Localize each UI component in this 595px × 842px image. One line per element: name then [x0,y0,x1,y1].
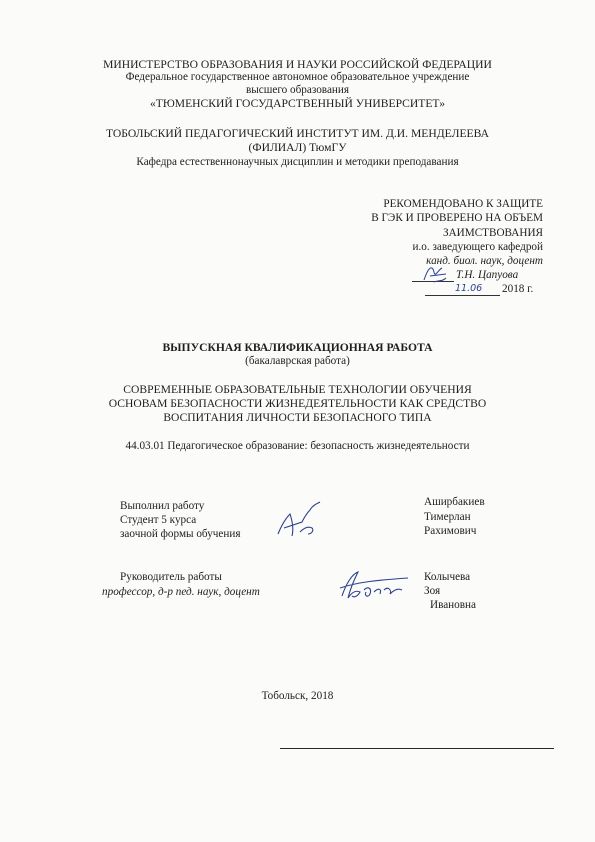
supervisor-surname: Колычева [424,571,471,583]
supervisor-patronymic: Ивановна [430,599,476,611]
author-label-1: Выполнил работу [120,500,205,512]
ministry-heading: МИНИСТЕРСТВО ОБРАЗОВАНИЯ И НАУКИ РОССИЙСКОЙ ФЕДЕРАЦИИ [103,58,492,71]
author-patronymic: Рахимович [424,525,477,537]
approval-signature [420,262,450,286]
approval-line-1: РЕКОМЕНДОВАНО К ЗАЩИТЕ [383,198,543,210]
work-subtitle: (бакалаврская работа) [245,355,350,367]
institution-line-1: Федеральное государственное автономное образовательное учреждение [125,71,470,83]
specialty: 44.03.01 Педагогическое образование: безопасность жизнедеятельности [125,440,470,452]
supervisor-label-1: Руководитель работы [120,571,222,583]
department-name: Кафедра естественнонаучных дисциплин и методики преподавания [136,156,459,168]
author-first-name: Тимерлан [424,511,471,523]
approval-line-3: ЗАИМСТВОВАНИЯ [442,227,543,239]
topic-line-3: ВОСПИТАНИЯ ЛИЧНОСТИ БЕЗОПАСНОГО ТИПА [163,411,432,424]
institution-line-2: высшего образования [245,84,350,96]
approval-date-handwritten: 11.06 [455,283,483,294]
author-label-3: заочной формы обучения [120,528,241,540]
approval-line-2: В ГЭК И ПРОВЕРЕНО НА ОБЪЕМ [371,212,543,224]
work-title: ВЫПУСКНАЯ КВАЛИФИКАЦИОННАЯ РАБОТА [162,341,433,354]
author-signature [272,498,330,542]
city-year: Тобольск, 2018 [261,690,334,702]
institute-line-1: ТОБОЛЬСКИЙ ПЕДАГОГИЧЕСКИЙ ИНСТИТУТ ИМ. Д.И. МЕНДЕЛЕЕВА [105,127,489,140]
topic-line-2: ОСНОВАМ БЕЗОПАСНОСТИ ЖИЗНЕДЕЯТЕЛЬНОСТИ КАК СРЕДСТВО [108,397,487,410]
approval-degree: канд. биол. наук, доцент [426,255,543,267]
supervisor-first-name: Зоя [424,585,441,597]
supervisor-label-2: профессор, д-р пед. наук, доцент [102,586,260,598]
author-surname: Аширбакиев [424,496,485,508]
page-edge-line [280,748,554,749]
university-name: «ТЮМЕНСКИЙ ГОСУДАРСТВЕННЫЙ УНИВЕРСИТЕТ» [149,97,446,110]
approval-name: Т.Н. Цапуова [456,269,519,281]
topic-line-1: СОВРЕМЕННЫЕ ОБРАЗОВАТЕЛЬНЫЕ ТЕХНОЛОГИИ ОБУЧЕНИЯ [123,383,472,396]
author-label-2: Студент 5 курса [120,514,197,526]
approval-date-line [425,295,500,296]
approval-position: и.о. заведующего кафедрой [412,241,543,253]
institute-line-2: (ФИЛИАЛ) ТюмГУ [248,141,347,154]
approval-year: 2018 г. [502,283,534,295]
supervisor-signature [338,568,410,604]
